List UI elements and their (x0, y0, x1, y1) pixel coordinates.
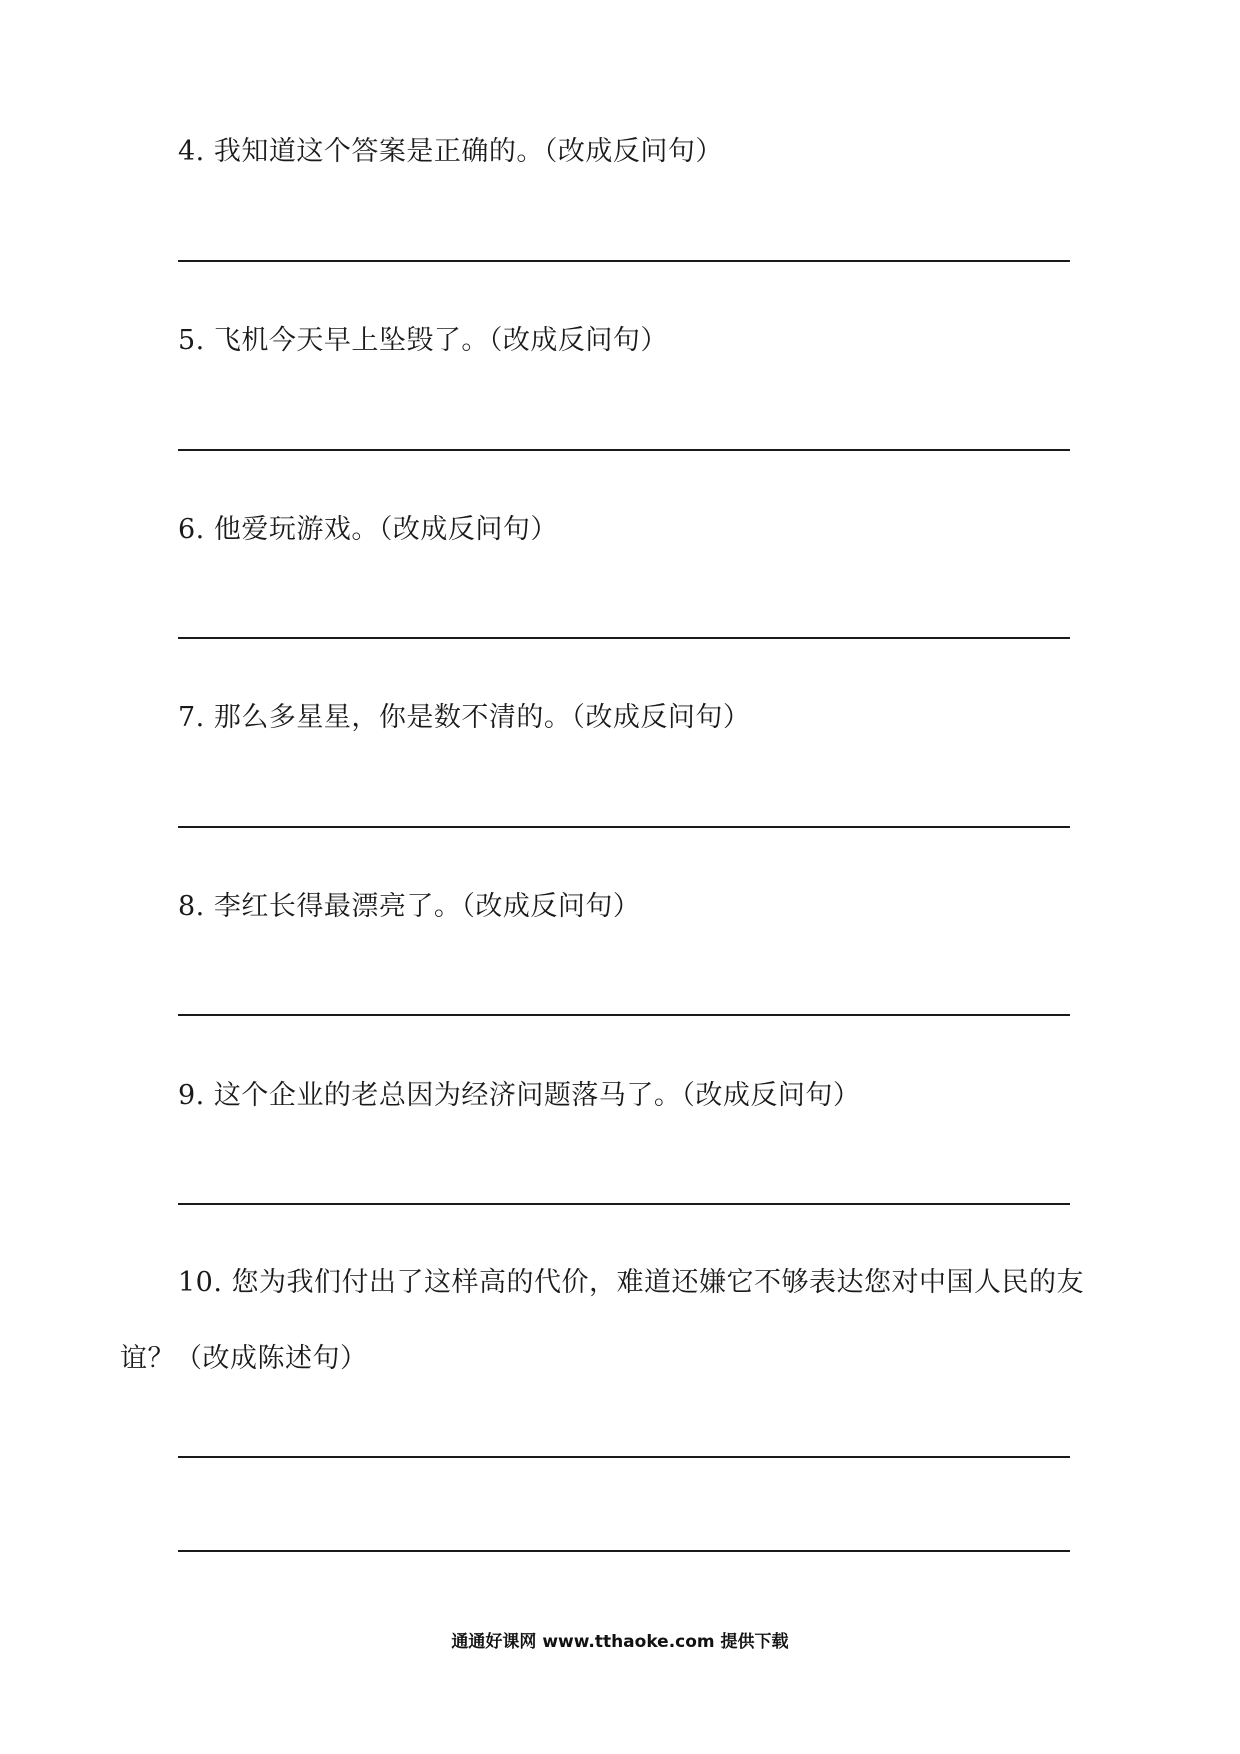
answer-line[interactable] (178, 637, 1070, 639)
answer-line[interactable] (178, 1550, 1070, 1552)
footer-text: 通通好课网 www.tthaoke.com 提供下载 (451, 1632, 789, 1652)
question-10: 10. 您为我们付出了这样高的代价，难道还嫌它不够表达您对中国人民的友谊？（改成陈述句） (120, 1267, 1085, 1374)
answer-line[interactable] (178, 1014, 1070, 1016)
answer-line[interactable] (178, 260, 1070, 262)
question-9: 9. 这个企业的老总因为经济问题落马了。（改成反问句） (178, 1080, 861, 1111)
question-6: 6. 他爱玩游戏。（改成反问句） (178, 514, 558, 545)
answer-line[interactable] (178, 449, 1070, 451)
answer-line[interactable] (178, 1456, 1070, 1458)
question-5: 5. 飞机今天早上坠毁了。（改成反问句） (178, 325, 668, 356)
answer-line[interactable] (178, 1203, 1070, 1205)
question-7: 7. 那么多星星，你是数不清的。（改成反问句） (178, 702, 751, 733)
question-4: 4. 我知道这个答案是正确的。（改成反问句） (178, 136, 723, 167)
question-8: 8. 李红长得最漂亮了。（改成反问句） (178, 891, 641, 922)
answer-line[interactable] (178, 826, 1070, 828)
